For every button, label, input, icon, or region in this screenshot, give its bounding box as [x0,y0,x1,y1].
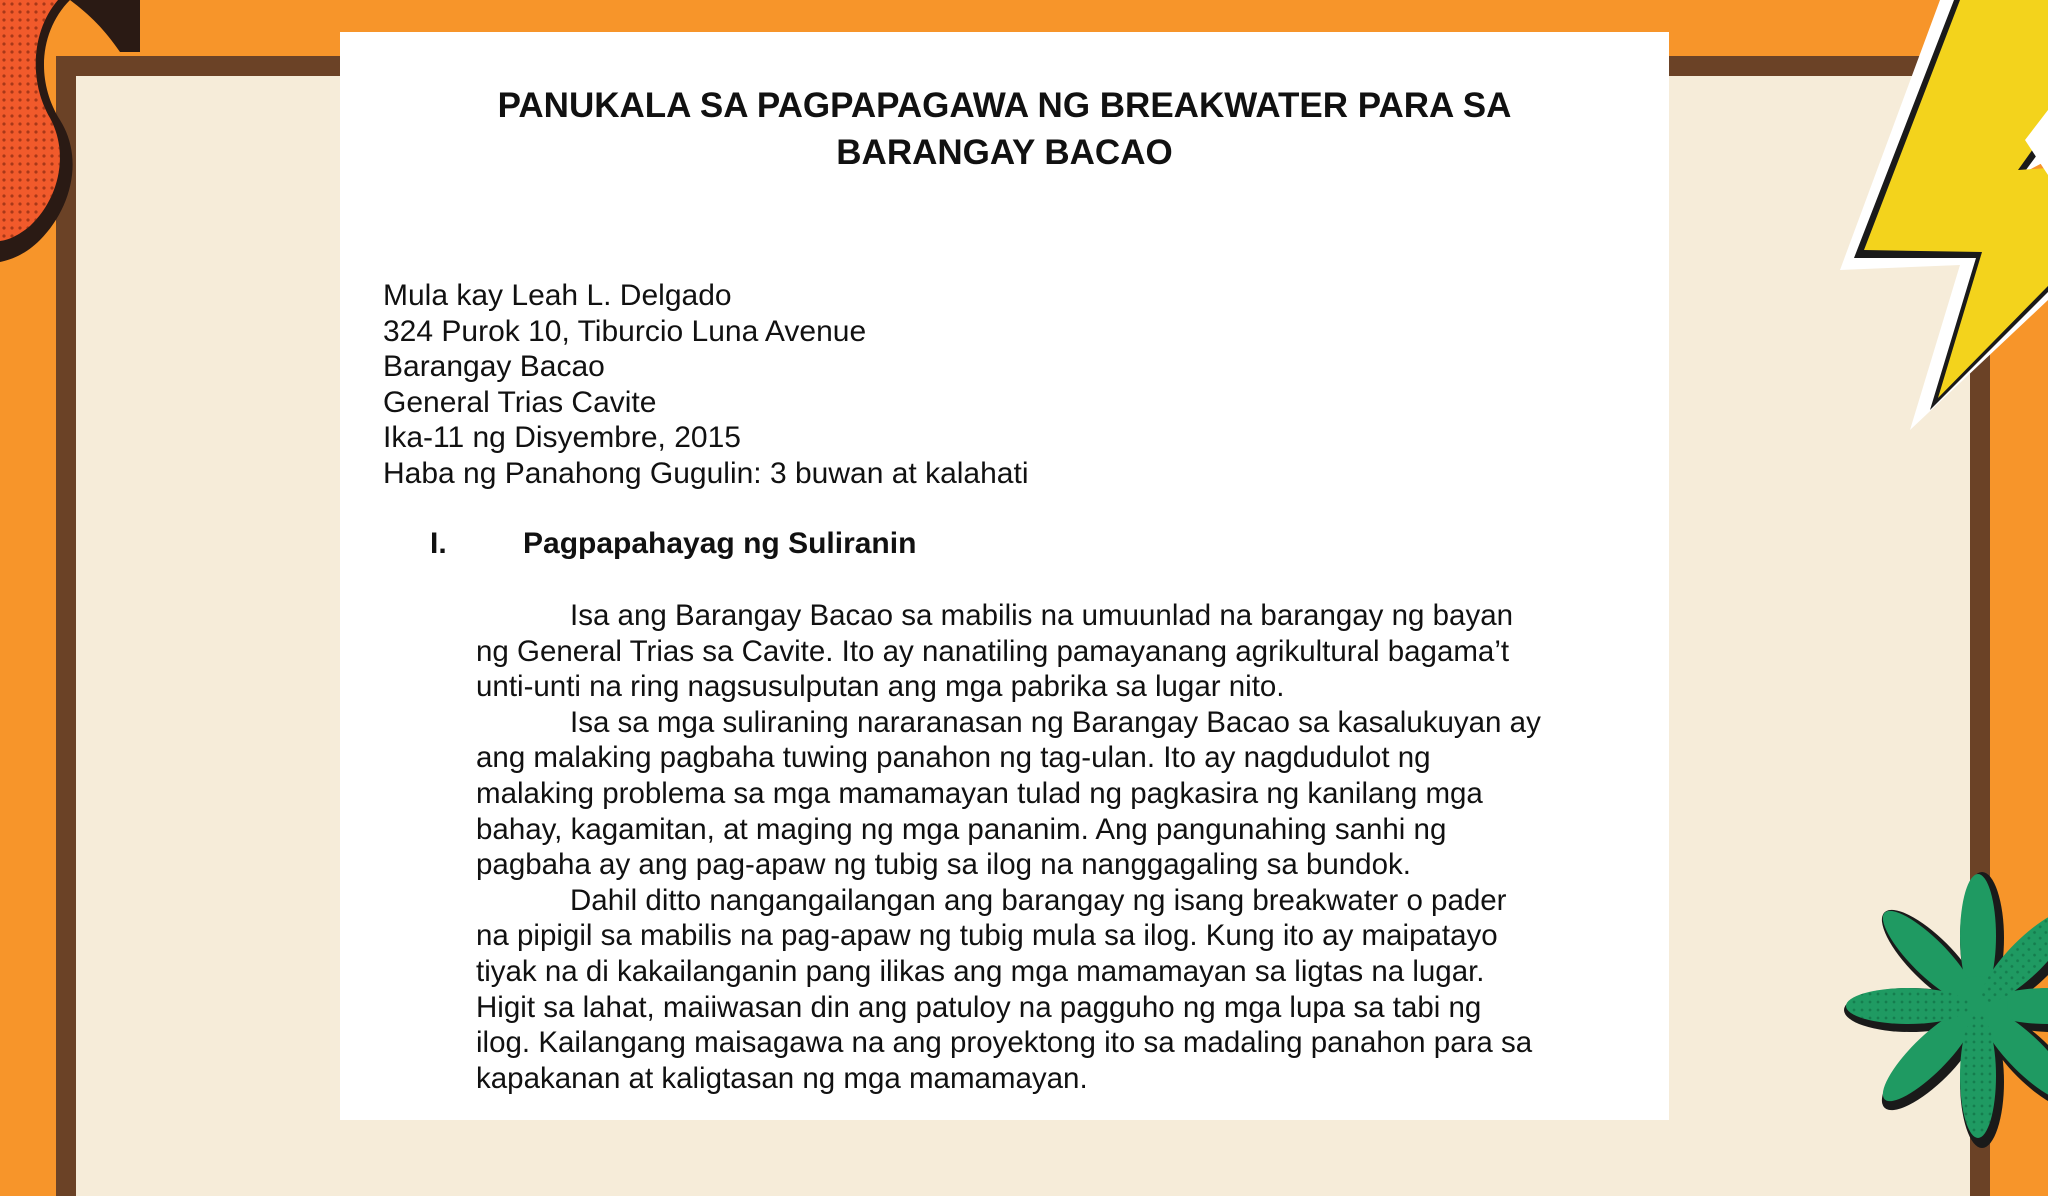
paragraph-line: bahay, kagamitan, at maging ng mga pananim. Ang pangunahing sanhi ng [476,812,1447,846]
paragraph-line: tiyak na di kakailanganin pang ilikas ang mga mamamayan sa ligtas na lugar. [476,954,1485,988]
paragraph-line: kapakanan at kaligtasan ng mga mamamayan. [476,1061,1088,1095]
letter-header [383,278,1028,491]
title-line-2: BARANGAY BACAO [836,133,1173,172]
paragraph-line: Isa sa mga suliraning nararanasan ng Barangay Bacao sa kasalukuyan ay [570,705,1541,739]
paragraph-line: pagbaha ay ang pag-apaw ng tubig sa ilog na nanggagaling sa bundok. [476,848,1411,882]
header-line-municipality: General Trias Cavite [383,385,657,419]
section-body [476,598,1596,1096]
title-line-1: PANUKALA SA PAGPAPAGAWA NG BREAKWATER PARA SA [497,86,1512,125]
halftone-blob-decoration [0,0,140,300]
paragraph-line: ng General Trias sa Cavite. Ito ay nanatiling pamayanang agrikultural bagama’t [476,634,1510,668]
header-line-duration: Haba ng Panahong Gugulin: 3 buwan at kalahati [383,456,1029,490]
paragraph-line: ang malaking pagbaha tuwing panahon ng tag-ulan. Ito ay nagdudulot ng [476,741,1431,775]
flower-decoration [1840,870,2048,1150]
section-heading [430,526,916,562]
header-line-author: Mula kay Leah L. Delgado [383,279,732,312]
paragraph-line: na pipigil sa mabilis na pag-apaw ng tubig mula sa ilog. Kung ito ay maipatayo [476,919,1498,953]
paragraph-line: malaking problema sa mga mamamayan tulad ng pagkasira ng kanilang mga [476,776,1483,810]
lightning-bolt-decoration [1820,0,2048,440]
section-title: Pagpapahayag ng Suliranin [523,527,917,560]
header-line-address: 324 Purok 10, Tiburcio Luna Avenue [383,314,867,348]
header-line-barangay: Barangay Bacao [383,350,605,383]
paragraph-line: unti-unti na ring nagsusulputan ang mga pabrika sa lugar nito. [476,670,1285,704]
paragraph-line: Dahil ditto nangangailangan ang barangay ng isang breakwater o pader [570,883,1507,917]
document-title [340,82,1669,176]
section-number: I. [430,527,447,560]
paragraph-line: Isa ang Barangay Bacao sa mabilis na umuunlad na barangay ng bayan [570,599,1514,632]
header-line-date: Ika-11 ng Disyembre, 2015 [383,421,741,454]
document-page [340,32,1669,1120]
paragraph-line: Higit sa lahat, maiiwasan din ang patuloy na pagguho ng mga lupa sa tabi ng [476,990,1482,1024]
paragraph-line: ilog. Kailangang maisagawa na ang proyektong ito sa madaling panahon para sa [476,1026,1533,1060]
